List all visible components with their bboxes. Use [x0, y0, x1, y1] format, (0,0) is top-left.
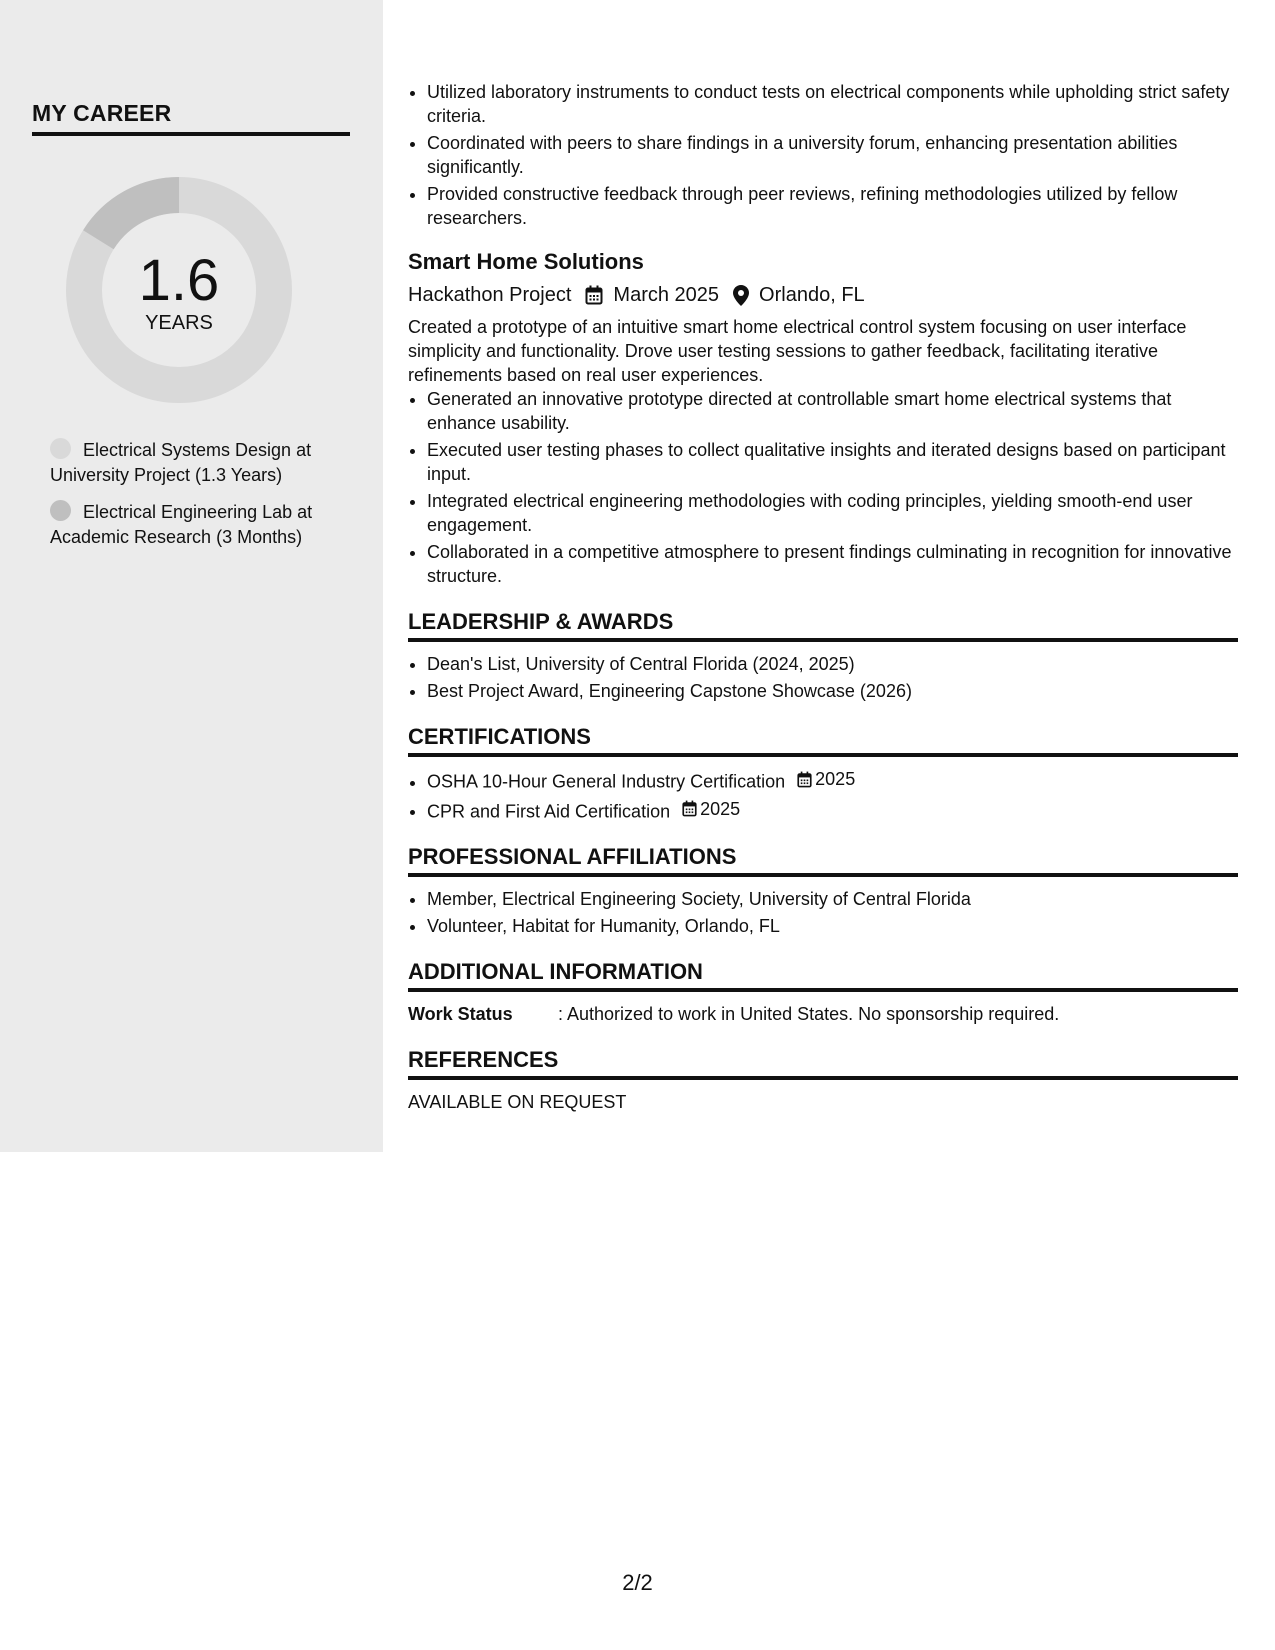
cert-name: OSHA 10-Hour General Industry Certification [427, 771, 786, 792]
project-description: Created a prototype of an intuitive smart home electrical control system focusing on user interface simplicity and functionality. Drove user testing sessions to gather feedback, facilitating iterative refinements based on real user experiences. [408, 317, 1187, 385]
list-item: • Volunteer, Habitat for Humanity, Orlando, FL [427, 914, 1238, 938]
certifications-list [408, 767, 1238, 823]
page-number: 2/2 [622, 1570, 653, 1595]
career-total-unit: YEARS [145, 312, 213, 334]
list-item: • Executed user testing phases to collect qualitative insights and iterated designs based on participant input. [427, 438, 1238, 486]
section-title-additional: ADDITIONAL INFORMATION [408, 958, 1238, 992]
sidebar [0, 0, 383, 1152]
career-heading: MY CAREER [32, 100, 350, 136]
cert-year: 2025 [815, 769, 856, 789]
leadership-list [408, 652, 1238, 703]
list-item: • Generated an innovative prototype directed at controllable smart home electrical systems that enhance usability. [427, 387, 1238, 435]
cert-name: CPR and First Aid Certification [427, 801, 671, 821]
legend-label: Electrical Engineering Lab at Academic Research (3 Months) [50, 502, 313, 547]
work-status-value: : Authorized to work in United States. No sponsorship required. [558, 1004, 1060, 1024]
work-status-row [408, 1002, 1238, 1026]
cert-year: 2025 [700, 798, 741, 819]
legend-dot [50, 500, 71, 521]
list-item: • Best Project Award, Engineering Capstone Showcase (2026) [427, 679, 1238, 703]
calendar-icon [585, 285, 603, 305]
project-bullets [408, 387, 1238, 588]
section-title-leadership: LEADERSHIP & AWARDS [408, 608, 1238, 642]
career-legend [50, 438, 350, 562]
project-date: March 2025 [613, 284, 720, 306]
project-title: Smart Home Solutions [408, 249, 644, 274]
main-content [408, 80, 1238, 1114]
section-title-certifications: CERTIFICATIONS [408, 723, 1238, 757]
calendar-icon [682, 800, 697, 817]
section-title-references: REFERENCES [408, 1046, 1238, 1080]
project-meta [408, 282, 1238, 308]
legend-dot [50, 438, 71, 459]
work-status-label: Work Status [408, 1004, 513, 1024]
list-item: • Dean's List, University of Central Florida (2024, 2025) [427, 652, 1238, 676]
project-location: Orlando, FL [759, 284, 865, 306]
section-title-affiliations: PROFESSIONAL AFFILIATIONS [408, 843, 1238, 877]
previous-job-bullets [408, 80, 1238, 230]
list-item [427, 797, 1238, 824]
career-total-value: 1.6 [138, 248, 220, 313]
location-pin-icon [733, 285, 749, 306]
list-item: • Collaborated in a competitive atmosphere to present findings culminating in recognition for innovative structure. [427, 540, 1238, 588]
list-item: • Integrated electrical engineering methodologies with coding principles, yielding smooth-end user engagement. [427, 489, 1238, 537]
list-item: • Coordinated with peers to share findings in a university forum, enhancing presentation abilities significantly. [427, 131, 1238, 179]
calendar-icon [797, 771, 812, 788]
list-item: • Utilized laboratory instruments to conduct tests on electrical components while upholding strict safety criteria. [427, 80, 1238, 128]
project-role: Hackathon Project [408, 284, 572, 306]
references-text: AVAILABLE ON REQUEST [408, 1092, 627, 1112]
legend-item [50, 500, 350, 550]
list-item: • Member, Electrical Engineering Society, University of Central Florida [427, 887, 1238, 911]
list-item: • Provided constructive feedback through peer reviews, refining methodologies utilized by fellow researchers. [427, 182, 1238, 230]
legend-label: Electrical Systems Design at University Project (1.3 Years) [50, 440, 312, 485]
legend-item [50, 438, 350, 488]
affiliations-list [408, 887, 1238, 938]
list-item [427, 767, 1238, 794]
